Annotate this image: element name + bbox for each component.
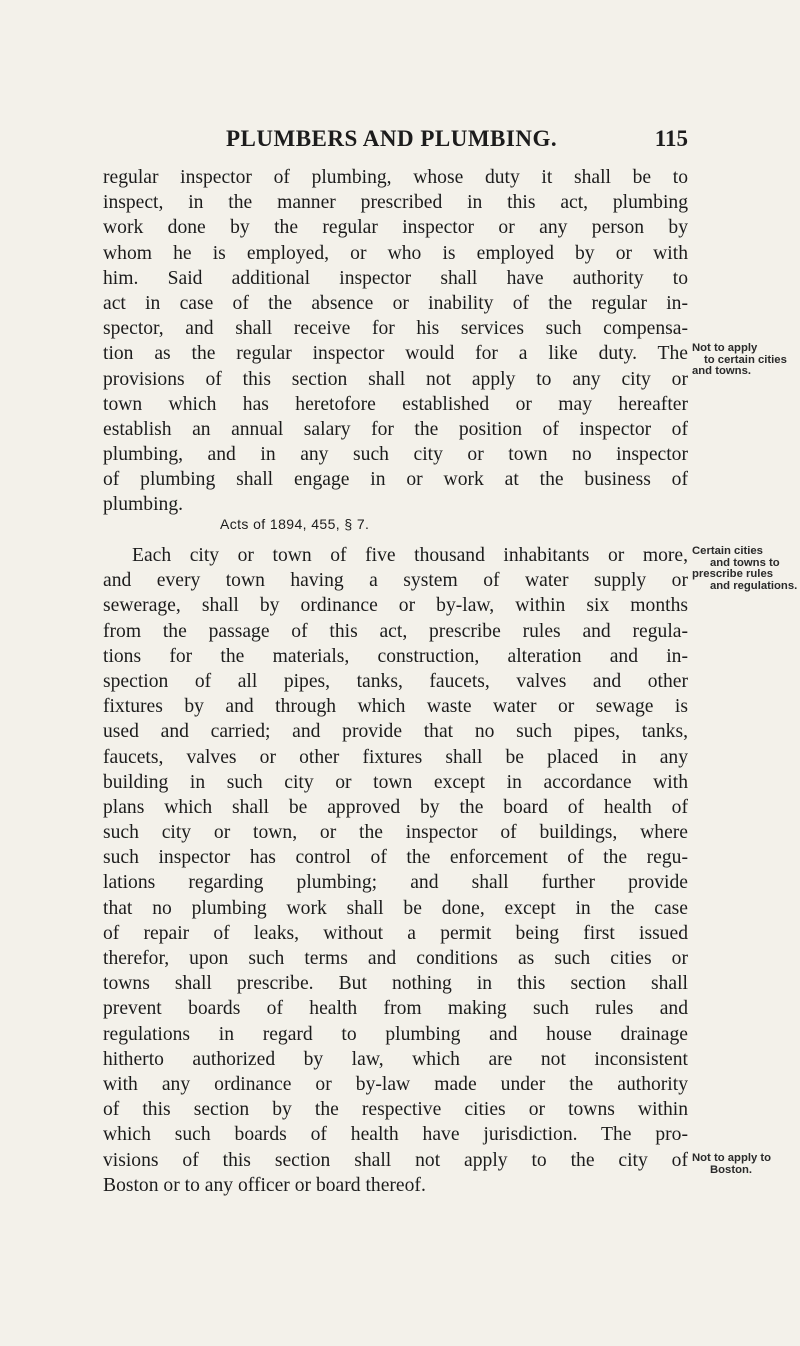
text-line: spection of all pipes, tanks, faucets, valves and other [103, 670, 688, 692]
text-line: such inspector has control of the enforcement of the regu- [103, 847, 688, 869]
text-line: regular inspector of plumbing, whose duty it shall be to [103, 167, 688, 188]
paragraph-continuation [103, 165, 688, 518]
margin-note-line: and regulations. [710, 579, 798, 592]
text-line: visions of this section shall not apply to the city of [103, 1149, 688, 1171]
text-line: from the passage of this act, prescribe rules and regula- [103, 620, 688, 642]
page-number: 115 [654, 126, 688, 151]
text-line: plans which shall be approved by the board of health of [103, 796, 688, 818]
margin-note-line: prescribe rules [692, 568, 774, 580]
margin-note-line: and towns to [710, 556, 780, 569]
text-line: him. Said additional inspector shall have authority to [103, 267, 688, 289]
text-line: of this section by the respective cities or towns within [103, 1099, 688, 1121]
margin-note-boston [692, 1153, 800, 1176]
page-header [226, 126, 688, 152]
text-line: Boston or to any officer or board thereof. [103, 1174, 426, 1196]
text-line: provisions of this section shall not apply to any city or [103, 368, 688, 390]
paragraph-section [103, 543, 688, 1198]
text-line: building in such city or town except in accordance with [103, 771, 688, 793]
text-line: establish an annual salary for the position of inspector of [103, 418, 688, 440]
text-line: such city or town, or the inspector of buildings, where [103, 822, 688, 844]
margin-note-not-to-apply [692, 343, 800, 378]
text-line: Each city or town of five thousand inhabitants or more, [132, 545, 688, 566]
text-line: lations regarding plumbing; and shall further provide [103, 872, 688, 894]
margin-note-line: Not to apply [692, 342, 758, 354]
text-line: spector, and shall receive for his services such compensa- [103, 318, 688, 340]
text-line: sewerage, shall by ordinance or by-law, within six months [103, 595, 688, 617]
text-line: work done by the regular inspector or any person by [103, 217, 688, 239]
text-line: tions for the materials, construction, alteration and in- [103, 645, 688, 667]
text-line: of repair of leaks, without a permit being first issued [103, 922, 688, 944]
text-line: used and carried; and provide that no such pipes, tanks, [103, 721, 688, 743]
margin-note-certain-cities [692, 546, 800, 592]
text-line: of plumbing shall engage in or work at the business of [103, 469, 688, 491]
text-line: plumbing. [103, 494, 184, 516]
running-head: PLUMBERS AND PLUMBING. [226, 126, 558, 151]
text-line: act in case of the absence or inability of the regular in- [103, 292, 688, 314]
statute-citation: Acts of 1894, 455, § 7. [220, 516, 370, 532]
text-line: faucets, valves or other fixtures shall be placed in any [103, 746, 688, 768]
text-line: regulations in regard to plumbing and house drainage [103, 1023, 688, 1045]
text-line: hitherto authorized by law, which are not inconsistent [103, 1048, 688, 1070]
text-line: fixtures by and through which waste water or sewage is [103, 696, 688, 718]
text-line: and every town having a system of water supply or [103, 570, 688, 592]
text-line: inspect, in the manner prescribed in this act, plumbing [103, 192, 688, 214]
text-line: therefor, upon such terms and conditions as such cities or [103, 948, 688, 969]
text-line: towns shall prescribe. But nothing in this section shall [103, 973, 688, 995]
text-line: town which has heretofore established or may hereafter [103, 393, 688, 415]
margin-note-line: Boston. [710, 1163, 753, 1176]
text-line: with any ordinance or by-law made under the authority [103, 1073, 688, 1095]
text-line: which such boards of health have jurisdiction. The pro- [103, 1124, 688, 1146]
text-line: tion as the regular inspector would for a like duty. The [103, 343, 688, 365]
text-line: whom he is employed, or who is employed by or with [103, 242, 688, 264]
margin-note-line: Certain cities [692, 545, 763, 557]
text-line: plumbing, and in any such city or town no inspector [103, 444, 688, 466]
text-line: prevent boards of health from making such rules and [103, 998, 688, 1020]
margin-note-line: to certain cities [704, 353, 787, 366]
margin-note-line: Not to apply to [692, 1152, 772, 1164]
margin-note-line: and towns. [692, 365, 751, 377]
text-line: that no plumbing work shall be done, except in the case [103, 897, 688, 919]
